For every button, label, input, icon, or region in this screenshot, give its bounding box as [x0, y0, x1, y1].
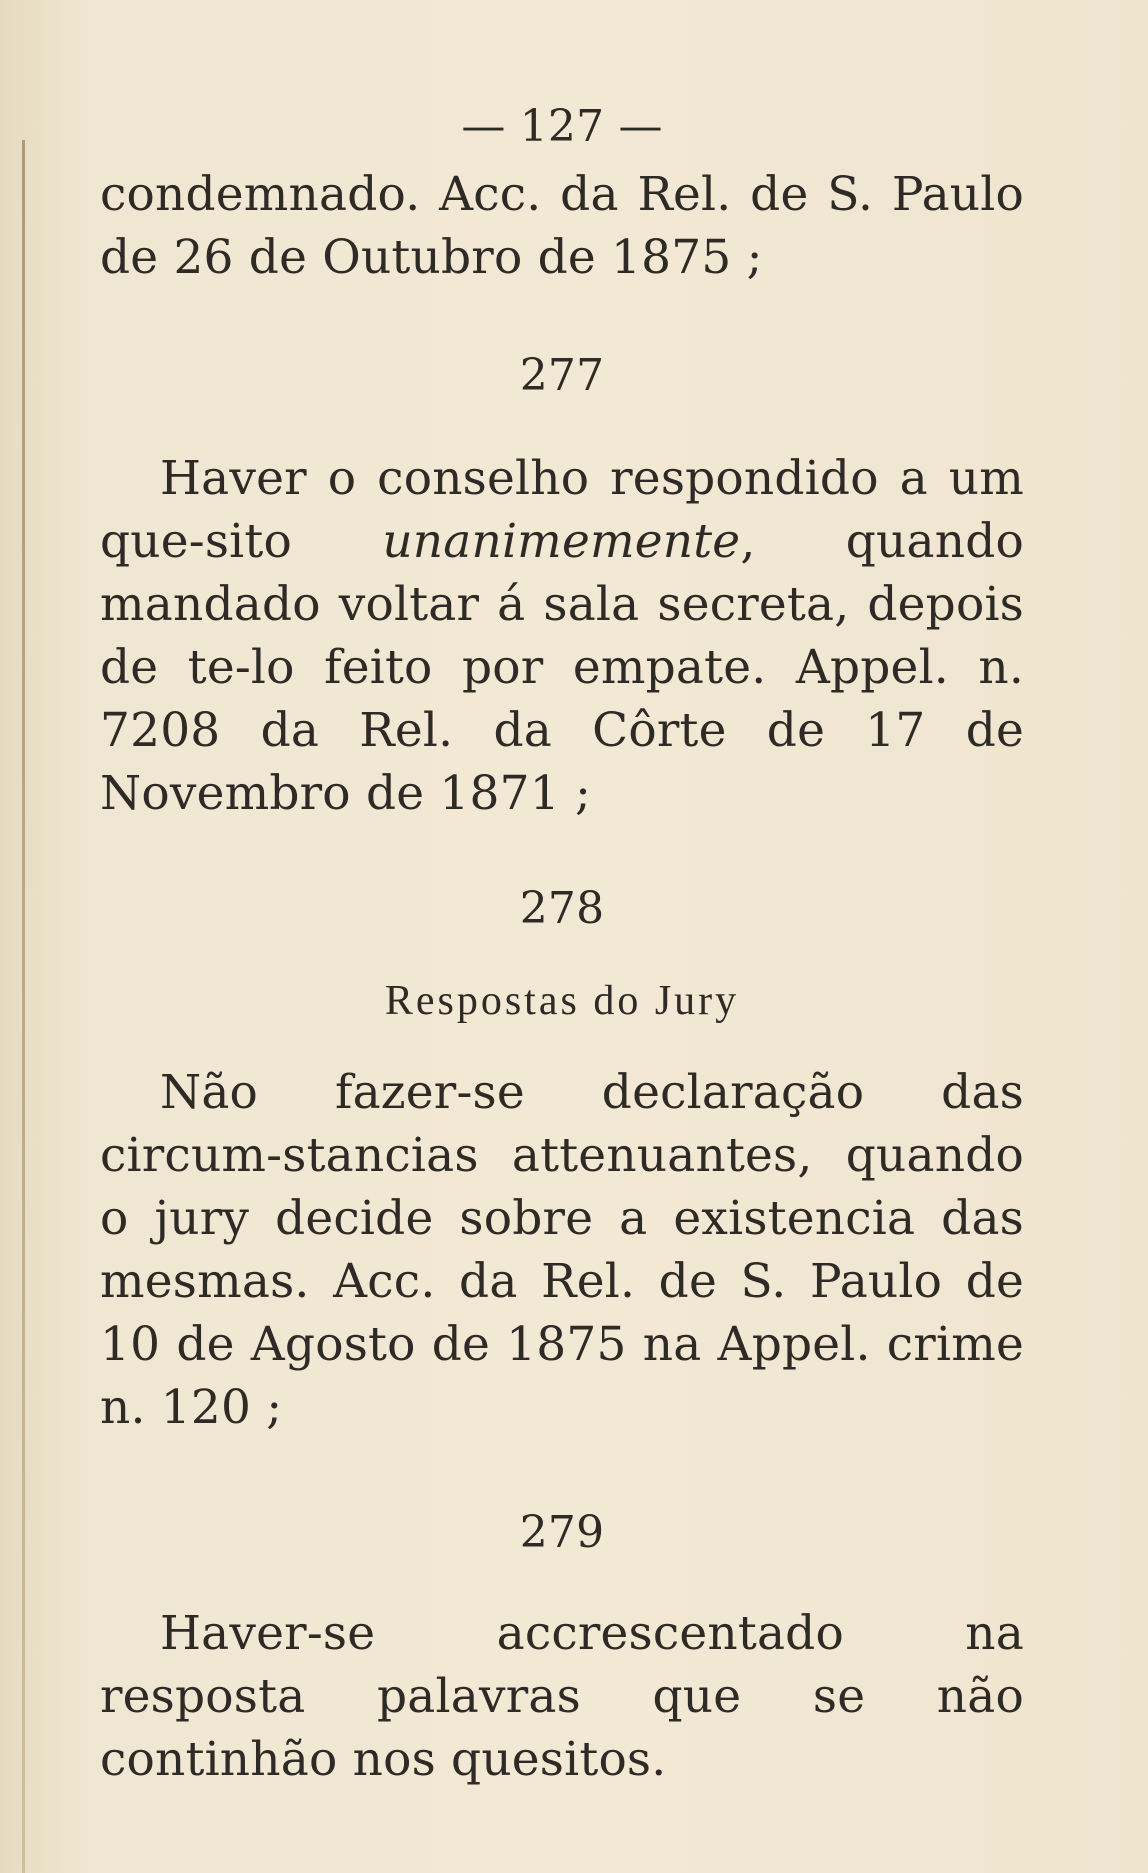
- page-number: — 127 —: [461, 101, 663, 152]
- section-277-text: [100, 447, 1024, 825]
- section-number-277: 277: [519, 350, 605, 401]
- section-number-279: 279: [519, 1507, 605, 1558]
- section-number-278: 278: [519, 883, 605, 934]
- section-278-text: Não fazer-se declaração das circum-stancias attenuantes, quando o jury decide sobre a existencia das mesmas. Acc. da Rel. de S. Paulo de 10 de Agosto de 1875 na Appel. crime n. 120 ;: [100, 1065, 1024, 1435]
- page-text-block: [100, 95, 1024, 1791]
- section-279-text: Haver-se accrescentado na resposta palavras que se não continhão nos quesitos.: [100, 1606, 1024, 1787]
- continued-line-2: de 26 de Outubro de 1875 ;: [100, 230, 763, 285]
- continued-line-1: condemnado. Acc. da Rel. de S. Paulo: [100, 167, 1024, 222]
- section-277-text-end: , quando mandado voltar á sala secreta, depois de te-lo feito por empate. Appel. n. 7208 da Rel. da Côrte de 17 de Novembro de 1871 ;: [100, 514, 1024, 821]
- section-277-italic-word: unanimemente: [382, 514, 741, 569]
- page-gutter-edge: [22, 140, 25, 1873]
- section-278-heading: Respostas do Jury: [384, 978, 740, 1024]
- section-277-text-start: Haver o conselho respondido a um que-sito: [100, 451, 1024, 569]
- continued-paragraph: [100, 163, 1024, 289]
